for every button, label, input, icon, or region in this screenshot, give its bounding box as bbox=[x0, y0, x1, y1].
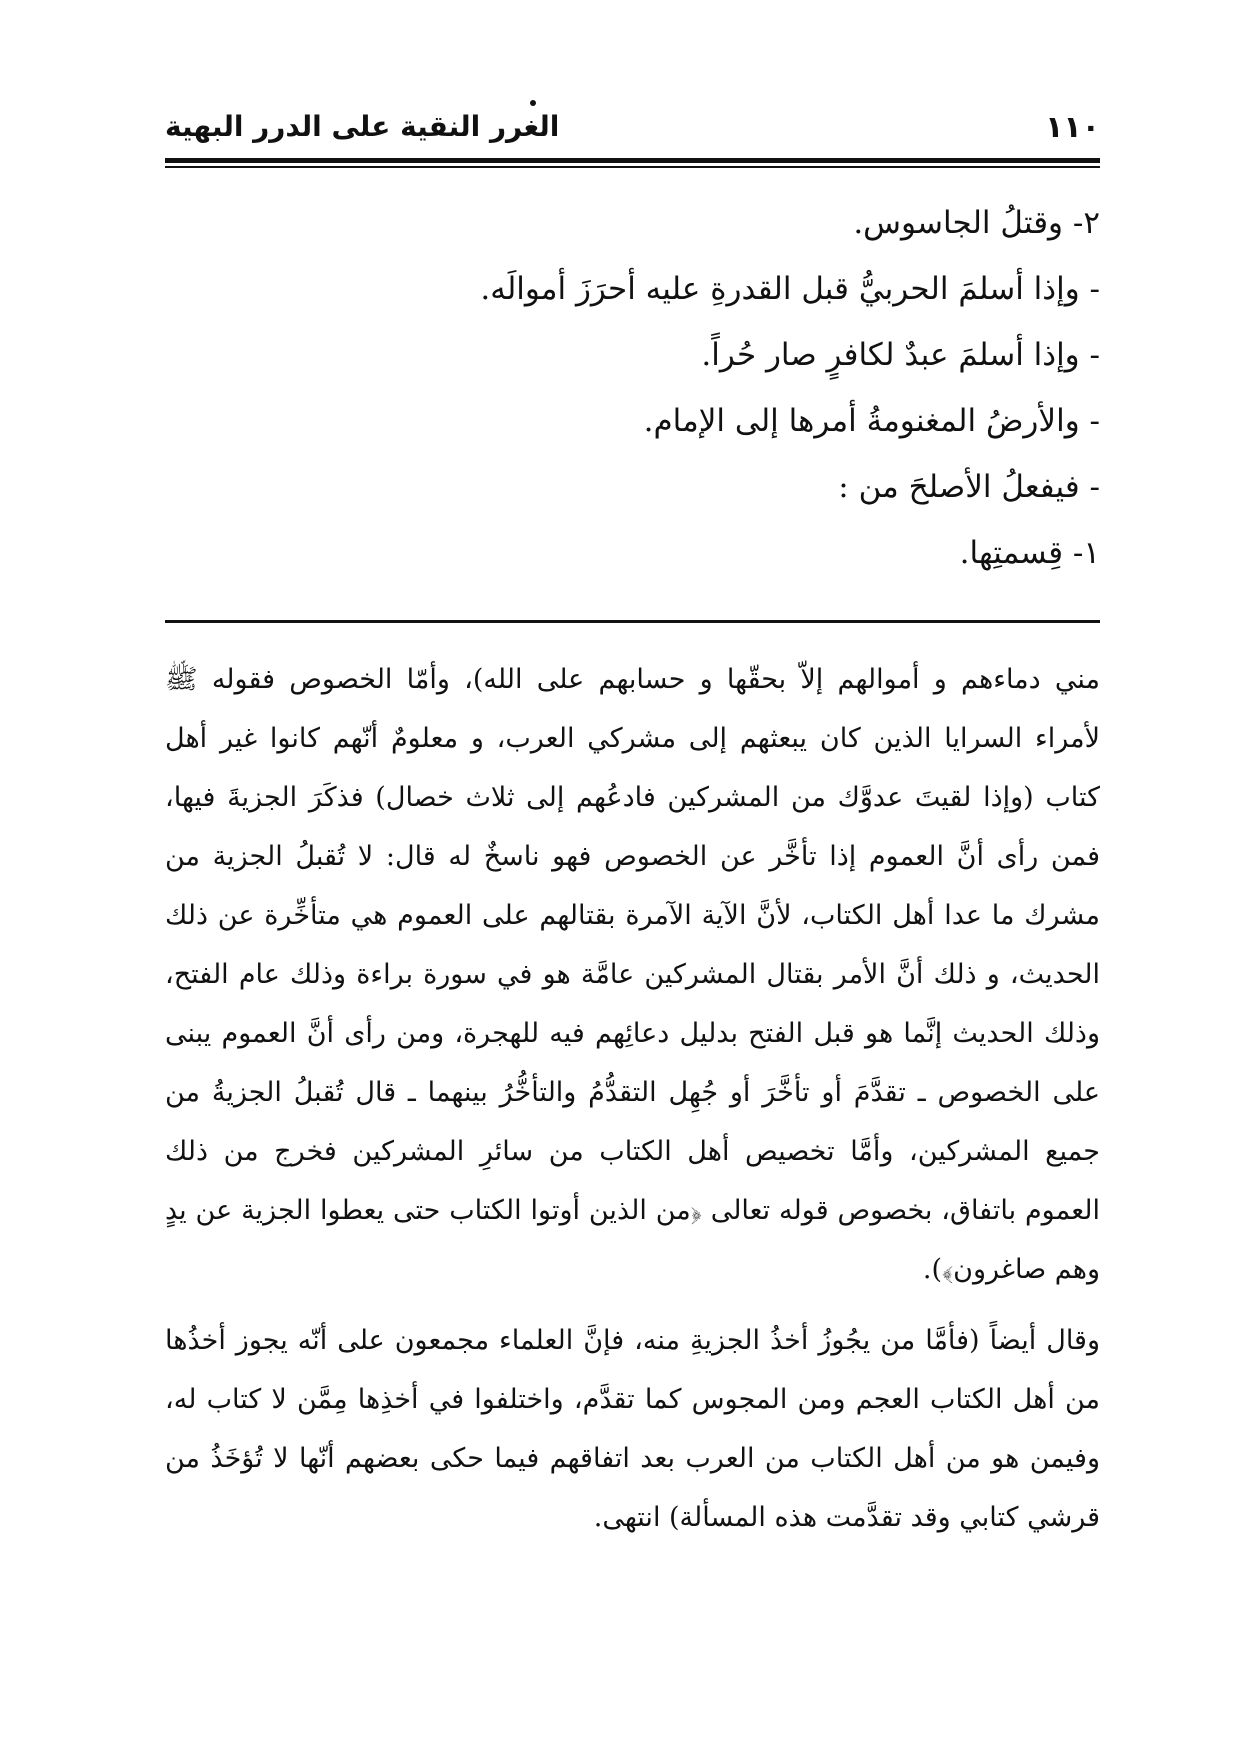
running-title: الغرر النقية على الدرر البهية bbox=[165, 110, 560, 143]
main-text bbox=[165, 190, 1100, 586]
header-dot bbox=[530, 100, 536, 106]
main-text-line: - فيفعلُ الأصلحَ من : bbox=[838, 469, 1100, 505]
main-text-line: - وإذا أسلمَ الحربيُّ قبل القدرةِ عليه أحرَزَ أموالَه. bbox=[480, 271, 1100, 307]
main-text-line: ٢- وقتلُ الجاسوس. bbox=[853, 205, 1100, 241]
main-text-line: ١- قِسمتِها. bbox=[959, 535, 1100, 571]
footnotes bbox=[165, 650, 1100, 1559]
page-number: ١١٠ bbox=[1045, 110, 1100, 145]
footnote-paragraph: مني دماءهم و أموالهم إلاّ بحقّها و حسابهم على الله)، وأمّا الخصوص فقوله ﷺ لأمراء السرايا الذين كان يبعثهم إلى مشركي العرب، و معلومٌ أنّهم كانوا غير أهل كتاب (وإذا لقيتَ عدوَّك من المشركين فادعُهم إلى ثلاث خصال) فذكَرَ الجزيةَ فيها، فمن رأى أنَّ العموم إذا تأخَّر عن الخصوص فهو ناسخٌ له قال: لا تُقبلُ الجزية من مشرك ما عدا أهل الكتاب، لأنَّ الآية الآمرة بقتالهم على العموم هي متأخِّرة عن ذلك الحديث، و ذلك أنَّ الأمر بقتال المشركين عامَّة هو في سورة براءة وذلك عام الفتح، وذلك الحديث إنَّما هو قبل الفتح بدليل دعائِهم فيه للهجرة، ومن رأى أنَّ العموم يبنى على الخصوص ـ تقدَّمَ أو تأخَّرَ أو جُهِل التقدُّمُ والتأخُّرُ بينهما ـ قال تُقبلُ الجزيةُ من جميع المشركين، وأمَّا تخصيص أهل الكتاب من سائرِ المشركين فخرج من ذلك العموم باتفاق، بخصوص قوله تعالى ﴿من الذين أوتوا الكتاب حتى يعطوا الجزية عن يدٍ وهم صاغرون﴾). bbox=[165, 664, 1100, 1285]
main-text-line: - والأرضُ المغنومةُ أمرها إلى الإمام. bbox=[643, 403, 1100, 439]
header-rule-thin bbox=[165, 166, 1100, 168]
running-header bbox=[165, 108, 1100, 156]
main-text-line: - وإذا أسلمَ عبدٌ لكافرٍ صار حُراً. bbox=[701, 337, 1100, 373]
footnote-paragraph: وقال أيضاً (فأمَّا من يجُوزُ أخذُ الجزيةِ منه، فإنَّ العلماء مجمعون على أنّه يجوز أخذُها من أهل الكتاب العجم ومن المجوس كما تقدَّم، واختلفوا في أخذِها مِمَّن لا كتاب له، وفيمن هو من أهل الكتاب من العرب بعد اتفاقهم فيما حكى بعضهم أنّها لا تُؤخَذُ من قرشي كتابي وقد تقدَّمت هذه المسألة) انتهى. bbox=[165, 1325, 1100, 1533]
footnote-separator bbox=[165, 620, 1100, 623]
header-rule bbox=[165, 158, 1100, 163]
